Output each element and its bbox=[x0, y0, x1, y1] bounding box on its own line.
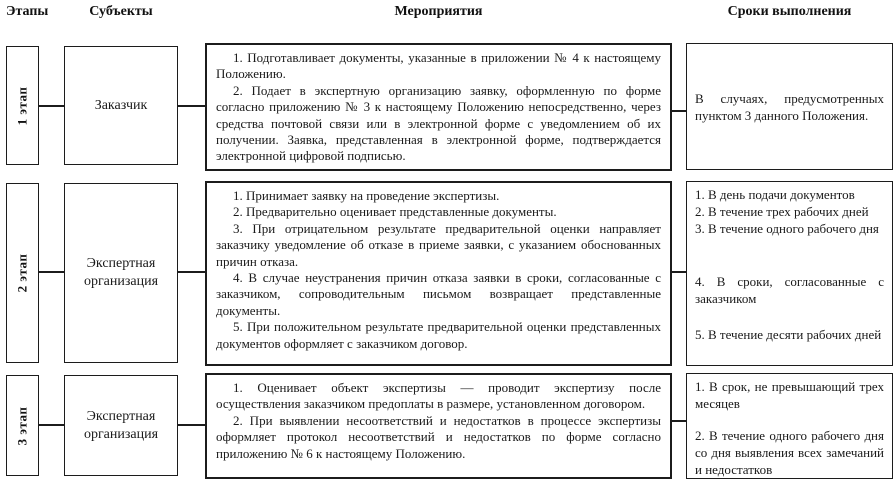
deadlines-box-1 bbox=[686, 43, 893, 170]
deadline-item: В случаях, предусмотренных пунктом 3 данного Положения. bbox=[695, 90, 884, 123]
activity-item: 3. При отрицательном результате предварительной оценки направляет заказчику уведомление об отказе в приеме заявки, с указанием обоснованных причин отказа. bbox=[216, 220, 661, 269]
subject-label-1: Заказчик bbox=[94, 97, 148, 113]
activity-item: 2. При выявлении несоответствий и недостатков в процессе экспертизы оформляет протокол несоответствий и недостатков по форме согласно приложению № 6 к настоящему Положению. bbox=[216, 412, 661, 461]
deadline-item: 3. В течение одного рабочего дня bbox=[695, 221, 879, 236]
column-header-subjects: Субъекты bbox=[89, 4, 153, 19]
connector-stage-subject-1 bbox=[39, 105, 64, 107]
connector-subject-activities-1 bbox=[178, 105, 205, 107]
deadline-item: 4. В сроки, согласованные с заказчиком bbox=[695, 274, 884, 306]
deadline-item: 2. В течение одного рабочего дня со дня выявления всех замечаний и недостатков bbox=[695, 428, 884, 477]
activity-item: 2. Предварительно оценивает представленные документы. bbox=[233, 204, 557, 220]
subject-box-2 bbox=[64, 183, 178, 363]
activities-box-3 bbox=[205, 373, 672, 479]
activity-item: 1. Оценивает объект экспертизы — проводит экспертизу после осуществления заказчиком предоплаты в размере, установленном договором. bbox=[216, 380, 661, 412]
connector-stage-subject-3 bbox=[39, 424, 64, 426]
activity-item: 1. Принимает заявку на проведение экспертизы. bbox=[233, 188, 500, 203]
connector-stage-subject-2 bbox=[39, 271, 64, 273]
activity-item: 5. При положительном результате предварительной оценки представленных документов оформляет с заказчиком договор. bbox=[216, 319, 661, 351]
column-header-stages: Этапы bbox=[6, 4, 49, 19]
stage-label-2: 2 этап bbox=[14, 253, 30, 293]
stage-box-1 bbox=[6, 46, 39, 165]
stage-label-3: 3 этап bbox=[14, 406, 30, 445]
deadlines-box-3 bbox=[686, 373, 893, 479]
deadline-item: 1. В день подачи документов bbox=[695, 187, 855, 202]
connector-subject-activities-3 bbox=[178, 424, 205, 426]
deadline-item: 1. В срок, не превышающий трех месяцев bbox=[695, 379, 884, 411]
connector-activities-deadlines-2 bbox=[672, 271, 686, 273]
activities-box-2 bbox=[205, 181, 672, 366]
deadline-item: 5. В течение десяти рабочих дней bbox=[695, 327, 882, 342]
subject-box-1 bbox=[64, 46, 178, 165]
stage-box-3 bbox=[6, 375, 39, 476]
column-header-activities: Мероприятия bbox=[394, 4, 483, 19]
column-header-deadlines: Сроки выполнения bbox=[727, 4, 852, 19]
stage-label-1: 1 этап bbox=[14, 86, 30, 125]
deadlines-box-2 bbox=[686, 181, 893, 366]
subject-label-3: Экспертная организация bbox=[83, 408, 159, 442]
activity-item: 4. В случае неустранения причин отказа заявки в сроки, согласованные с заказчиком, сопроводительным письмом возвращает представленные документы. bbox=[216, 270, 661, 318]
connector-activities-deadlines-3 bbox=[672, 420, 686, 422]
activities-box-1 bbox=[205, 43, 672, 171]
subject-box-3 bbox=[64, 375, 178, 476]
connector-subject-activities-2 bbox=[178, 271, 205, 273]
stage-box-2 bbox=[6, 183, 39, 363]
connector-activities-deadlines-1 bbox=[672, 110, 686, 112]
deadline-item: 2. В течение трех рабочих дней bbox=[695, 204, 869, 219]
activity-item: 2. Подает в экспертную организацию заявку, оформленную по форме согласно приложению № 3 к настоящему Положению непосредственно, через средства почтовой связи или в электронной форме с уведомлением об их получении. Заявка, представленная в электронной форме, подтверждается электронной цифровой подписью. bbox=[216, 82, 661, 164]
subject-label-2: Экспертная организация bbox=[83, 256, 159, 289]
activity-item: 1. Подготавливает документы, указанные в приложении № 4 к настоящему Положению. bbox=[216, 50, 661, 82]
